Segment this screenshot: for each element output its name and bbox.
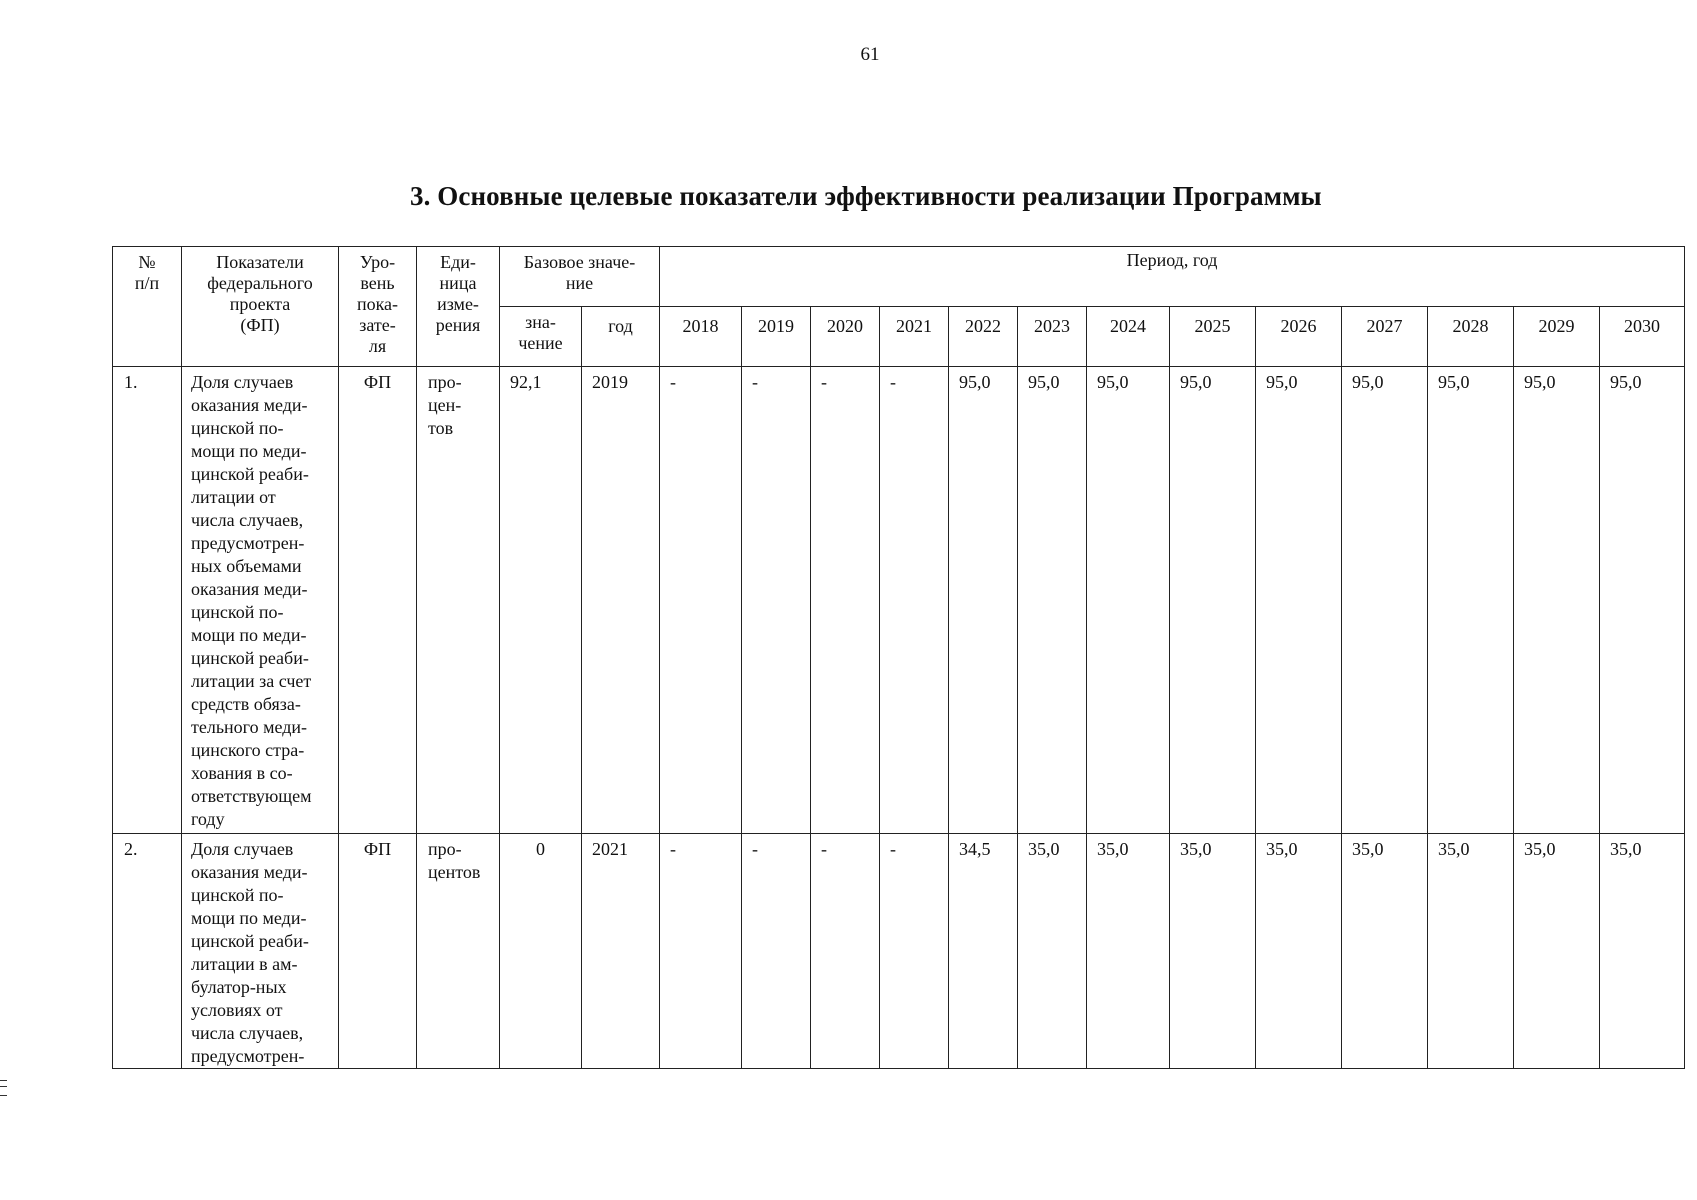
page-title: 3. Основные целевые показатели эффективности реализации Программы	[410, 181, 1322, 211]
page-number: 61	[860, 44, 880, 65]
row-1-level: ФП	[339, 367, 417, 834]
row-2-value-2021: -	[880, 834, 949, 1069]
row-2-value-2023: 35,0	[1018, 834, 1087, 1069]
row-2-value-2019: -	[742, 834, 811, 1069]
row-2-base-value: 0	[500, 834, 582, 1069]
header-year-2028: 2028	[1428, 307, 1514, 367]
header-year-2019: 2019	[742, 307, 811, 367]
row-2-base-year: 2021	[582, 834, 660, 1069]
row-2-value-2026: 35,0	[1256, 834, 1342, 1069]
header-period: Период, год	[660, 247, 1685, 307]
row-1-value-2024: 95,0	[1087, 367, 1170, 834]
row-2-unit: про- центов	[417, 834, 500, 1069]
header-row-1	[113, 247, 1685, 307]
row-2-value-2018: -	[660, 834, 742, 1069]
row-1-indicator: Доля случаев оказания меди- цинской по- мощи по меди- цинской реаби- литации от числа случаев, предусмотрен- ных объемами оказания меди- цинской по- мощи по меди- цинской реаби- литации за счет средств обяза- тельного меди- цинского стра- хования в со- ответствующем году	[182, 367, 339, 834]
row-2-value-2020: -	[811, 834, 880, 1069]
row-1-value-2019: -	[742, 367, 811, 834]
row-2-value-2024: 35,0	[1087, 834, 1170, 1069]
row-2-value-2022: 34,5	[949, 834, 1018, 1069]
header-year-2022: 2022	[949, 307, 1018, 367]
row-1-value-2026: 95,0	[1256, 367, 1342, 834]
row-1-value-2023: 95,0	[1018, 367, 1087, 834]
header-level: Уро- вень пока- зате- ля	[339, 247, 417, 367]
row-1-value-2027: 95,0	[1342, 367, 1428, 834]
row-2-value-2025: 35,0	[1170, 834, 1256, 1069]
row-1-value-2021: -	[880, 367, 949, 834]
header-year-2020: 2020	[811, 307, 880, 367]
header-year-2023: 2023	[1018, 307, 1087, 367]
row-2-indicator: Доля случаев оказания меди- цинской по- мощи по меди- цинской реаби- литации в ам- булатор-ных условиях от числа случаев, предусмотрен-	[182, 834, 339, 1069]
header-indicator: Показатели федерального проекта (ФП)	[182, 247, 339, 367]
header-year-2018: 2018	[660, 307, 742, 367]
row-1-value-2025: 95,0	[1170, 367, 1256, 834]
row-1-value-2029: 95,0	[1514, 367, 1600, 834]
binding-edge-mark	[0, 1080, 7, 1096]
row-1-value-2028: 95,0	[1428, 367, 1514, 834]
row-2-value-2028: 35,0	[1428, 834, 1514, 1069]
header-year-2025: 2025	[1170, 307, 1256, 367]
header-year-2029: 2029	[1514, 307, 1600, 367]
row-1-base-value: 92,1	[500, 367, 582, 834]
row-1-value-2018: -	[660, 367, 742, 834]
header-base-year: год	[582, 307, 660, 367]
row-2-num: 2.	[113, 834, 182, 1069]
header-base-value: зна- чение	[500, 307, 582, 367]
header-base: Базовое значе- ние	[500, 247, 660, 307]
row-2-value-2030: 35,0	[1600, 834, 1685, 1069]
header-year-2021: 2021	[880, 307, 949, 367]
row-1-num: 1.	[113, 367, 182, 834]
header-year-2026: 2026	[1256, 307, 1342, 367]
row-2-level: ФП	[339, 834, 417, 1069]
row-1-unit: про- цен- тов	[417, 367, 500, 834]
row-1-base-year: 2019	[582, 367, 660, 834]
row-1-value-2030: 95,0	[1600, 367, 1685, 834]
row-1-value-2022: 95,0	[949, 367, 1018, 834]
header-year-2024: 2024	[1087, 307, 1170, 367]
row-2-value-2027: 35,0	[1342, 834, 1428, 1069]
header-num: № п/п	[113, 247, 182, 367]
header-year-2030: 2030	[1600, 307, 1685, 367]
indicators-table	[112, 246, 1685, 1069]
header-unit: Еди- ница изме- рения	[417, 247, 500, 367]
table-row	[113, 834, 1685, 1069]
row-1-value-2020: -	[811, 367, 880, 834]
row-2-value-2029: 35,0	[1514, 834, 1600, 1069]
table-row	[113, 367, 1685, 834]
header-year-2027: 2027	[1342, 307, 1428, 367]
